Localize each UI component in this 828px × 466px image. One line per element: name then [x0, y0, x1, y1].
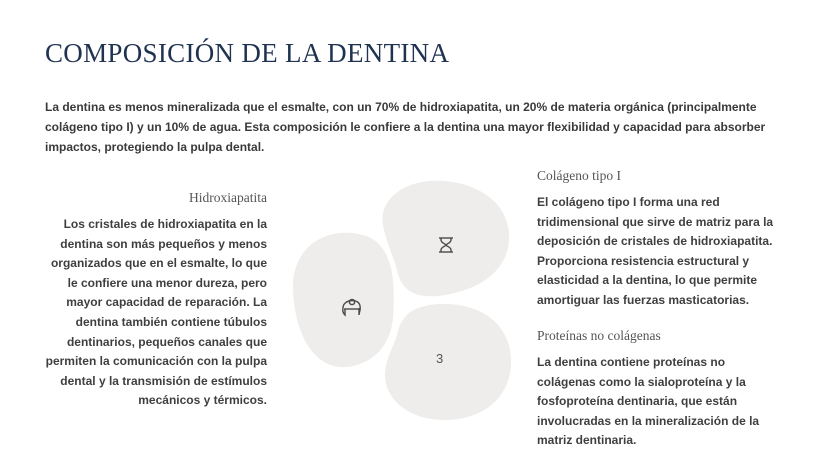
petal-bottom [385, 304, 511, 420]
section-heading: Hidroxiapatita [189, 190, 267, 205]
section-body: Los cristales de hidroxiapatita en la dentina son más pequeños y menos organizados que en el esmalte, lo que le confiere una menor dureza, pero mayor capacidad de reparación. La dentina también contiene túbulos dentinarios, pequeños canales que permiten la comunicación con la pulpa dental y la transmisión de estímulos mecánicos y térmicos. [45, 217, 267, 408]
petal-left [293, 233, 394, 367]
section-proteinas [537, 328, 782, 451]
petal-diagram [283, 170, 523, 430]
page-title: COMPOSICIÓN DE LA DENTINA [45, 38, 450, 68]
section-heading: Colágeno tipo I [537, 168, 621, 183]
section-body: La dentina contiene proteínas no colágenas como la sialoproteína y la fosfoproteína dentinaria, que están involucradas en la mineralización de la matriz dentinaria. [537, 355, 760, 448]
intro-paragraph: La dentina es menos mineralizada que el esmalte, con un 70% de hidroxiapatita, un 20% de materia orgánica (principalmente colágeno tipo I) y un 10% de agua. Esta composición le confiere a la dentina una mayor flexibilidad y capacidad para absorber impactos, protegiendo la pulpa dental. [45, 100, 766, 154]
section-body: El colágeno tipo I forma una red tridimensional que sirve de matriz para la deposición de cristales de hidroxiapatita. Proporciona resistencia estructural y elasticidad a la dentina, lo que permite amortiguar las fuerzas masticatorias. [537, 195, 774, 307]
petal-number: 3 [436, 351, 444, 366]
section-heading: Proteínas no colágenas [537, 328, 661, 343]
section-hidroxiapatita [45, 190, 267, 411]
section-colageno [537, 168, 782, 311]
